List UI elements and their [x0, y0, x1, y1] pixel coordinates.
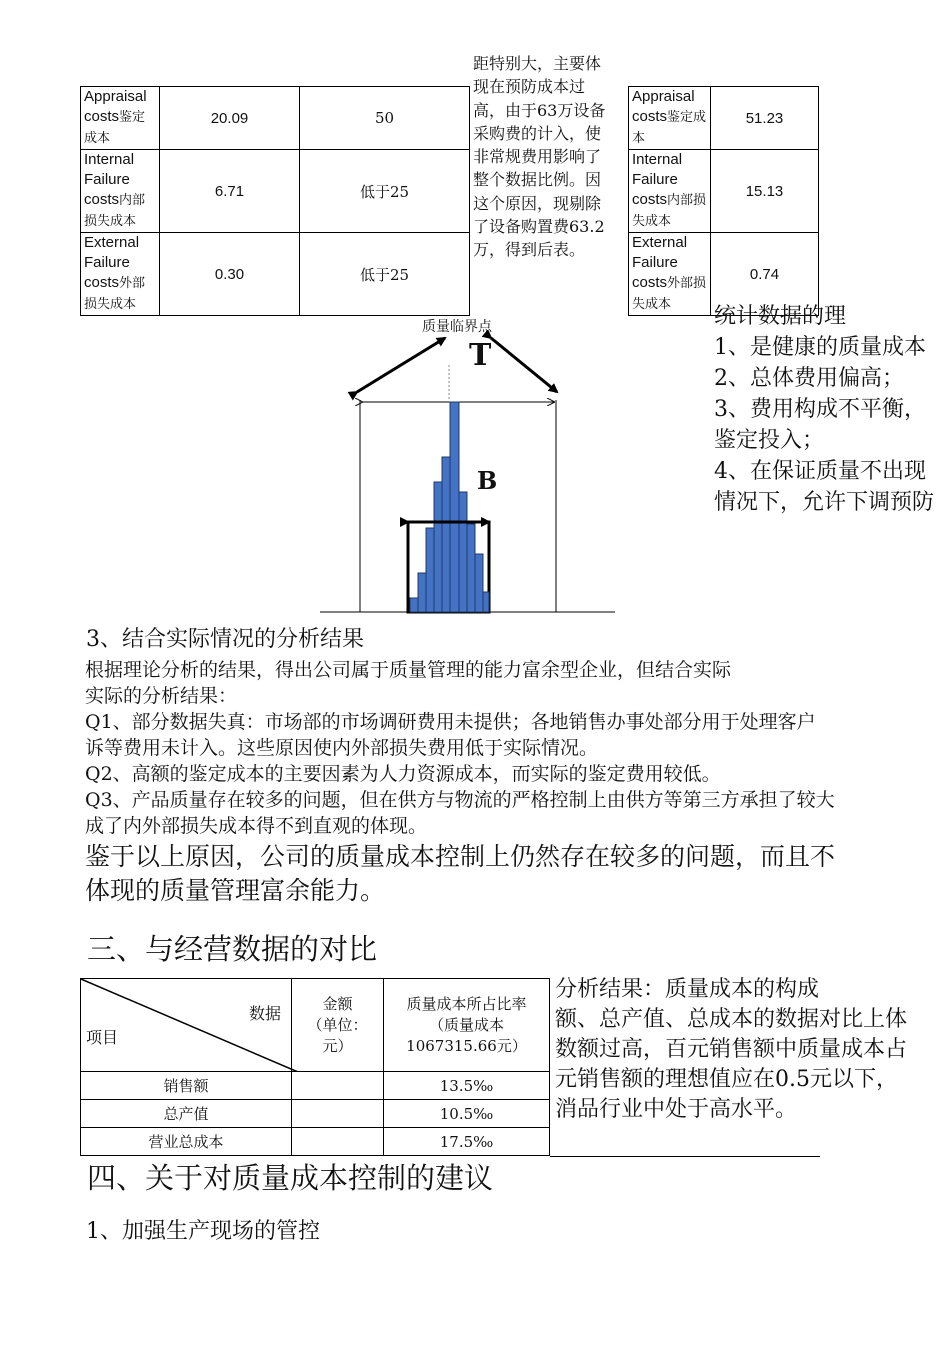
label-en: Internal Failure costs	[632, 151, 683, 208]
item-cell: 销售额	[81, 1072, 292, 1100]
amount-header-line: 金额	[322, 994, 353, 1013]
label-b: B	[477, 466, 498, 495]
label-cn: 鉴定成本	[84, 110, 146, 146]
analysis-line: 消品行业中处于高水平。	[555, 1097, 798, 1122]
amount-cell	[292, 1072, 384, 1100]
row-label	[81, 233, 160, 316]
histogram-bar	[442, 457, 450, 612]
section3-title: 3、结合实际情况的分析结果	[86, 627, 364, 652]
histogram-bar	[418, 573, 426, 612]
table-bottom-rule	[550, 1156, 820, 1157]
histogram-bar	[475, 554, 483, 612]
analysis-line: 额、总产值、总成本的数据对比上体	[555, 1007, 908, 1032]
label-cn: 内部损失成本	[84, 193, 146, 229]
amount-header-line: （单位：	[307, 1015, 368, 1034]
right-note-line: 鉴定投入；	[714, 428, 825, 453]
body-line: 实际的分析结果：	[85, 685, 238, 707]
right-note-line: 2、总体费用偏高；	[714, 366, 904, 391]
section3-conclusion	[85, 840, 835, 908]
label-en: Appraisal costs	[632, 88, 695, 125]
body-line: Q2、高额的鉴定成本的主要因素为人力资源成本，而实际的鉴定费用较低。	[85, 763, 721, 785]
value-cell: 51.23	[711, 87, 819, 150]
body-line: 诉等费用未计入。这些原因使内外部损失费用低于实际情况。	[85, 737, 599, 759]
standard-cell: 低于25	[300, 233, 470, 316]
ratio-header-line: 1067315.66元）	[406, 1036, 527, 1055]
right-diagonal-arrow	[491, 338, 557, 392]
label-en: Appraisal costs	[84, 88, 147, 125]
label-en: External Failure costs	[632, 234, 688, 291]
corner-bottom-label: 项目	[86, 1028, 119, 1047]
section3-body	[85, 657, 835, 839]
item-cell: 营业总成本	[81, 1128, 292, 1156]
ratio-header-line: （质量成本	[428, 1015, 504, 1034]
value-cell: 0.74	[711, 233, 819, 316]
histogram-bar	[450, 402, 459, 612]
label-cn: 内部损失成本	[632, 193, 707, 229]
analysis-line: 元销售额的理想值应在0.5元以下，	[555, 1067, 898, 1092]
ratio-cell: 10.5‰	[384, 1100, 550, 1128]
analysis-result	[555, 975, 907, 1125]
value-cell: 6.71	[160, 150, 300, 233]
label-en: External Failure costs	[84, 234, 140, 291]
ratio-cell: 13.5‰	[384, 1072, 550, 1100]
right-note-line: 3、费用构成不平衡，	[714, 397, 926, 422]
label-t: T	[469, 338, 492, 373]
value-cell: 20.09	[160, 87, 300, 150]
item-cell: 总产值	[81, 1100, 292, 1128]
analysis-line: 数额过高，百元销售额中质量成本占	[555, 1037, 908, 1062]
subsection-1-title: 1、加强生产现场的管控	[86, 1219, 320, 1244]
body-line: Q3、产品质量存在较多的问题，但在供方与物流的严格控制上由供方等第三方承担了较大	[85, 789, 835, 811]
body-line: 成了内外部损失成本得不到直观的体现。	[85, 815, 428, 837]
amount-cell	[292, 1100, 384, 1128]
histogram-bar	[410, 598, 418, 612]
right-note-line: 4、在保证质量不出现	[714, 459, 926, 484]
histogram-bar	[434, 482, 442, 612]
conclusion-line: 体现的质量管理富余能力。	[85, 876, 386, 905]
business-comparison-table	[80, 978, 550, 1156]
histogram-bar	[426, 528, 434, 612]
row-label	[629, 233, 711, 316]
ratio-header-line: 质量成本所占比率	[406, 994, 527, 1013]
corner-top-label: 数据	[248, 1004, 281, 1023]
value-cell: 15.13	[711, 150, 819, 233]
conclusion-line: 鉴于以上原因，公司的质量成本控制上仍然存在较多的问题，而且不	[85, 842, 836, 871]
quality-cost-diagram	[315, 330, 620, 615]
left-diagonal-arrow	[357, 338, 445, 392]
histogram-bar	[467, 524, 475, 612]
right-notes	[714, 301, 934, 518]
amount-header-line: 元）	[322, 1036, 353, 1055]
label-cn: 外部损失成本	[84, 276, 146, 312]
amount-header	[292, 979, 384, 1072]
body-line: Q1、部分数据失真：市场部的市场调研费用未提供；各地销售办事处部分用于处理客户	[85, 711, 816, 733]
quality-critical-point-label: 质量临界点	[422, 319, 492, 335]
histogram-bar	[483, 592, 489, 612]
standard-cell: 低于25	[300, 150, 470, 233]
histogram	[410, 402, 489, 612]
section-four-heading: 四、关于对质量成本控制的建议	[87, 1161, 494, 1195]
ratio-cell: 17.5‰	[384, 1128, 550, 1156]
quality-cost-table-2	[628, 86, 819, 316]
histogram-bar	[459, 492, 467, 612]
ratio-header	[384, 979, 550, 1072]
label-en: Internal Failure costs	[84, 151, 135, 208]
corner-header	[81, 979, 292, 1072]
value-cell: 0.30	[160, 233, 300, 316]
body-line: 根据理论分析的结果，得出公司属于质量管理的能力富余型企业，但结合实际	[85, 659, 732, 681]
row-label	[629, 150, 711, 233]
standard-cell: 50	[300, 87, 470, 150]
analysis-line: 分析结果：质量成本的构成	[555, 977, 820, 1002]
right-note-line: 情况下，允许下调预防	[714, 490, 935, 515]
label-cn: 鉴定成本	[632, 110, 707, 146]
right-note-line: 1、是健康的质量成本	[714, 335, 926, 360]
middle-note: 距特别大，主要体现在预防成本过高，由于63万设备采购费的计入，使非常规费用影响了整个数据比例。因这个原因，现剔除了设备购置费63.2万，得到后表。	[473, 54, 606, 260]
amount-cell	[292, 1128, 384, 1156]
row-label	[629, 87, 711, 150]
quality-cost-table-1	[80, 86, 470, 316]
right-note-line: 统计数据的理	[714, 304, 847, 329]
row-label	[81, 87, 160, 150]
row-label	[81, 150, 160, 233]
label-cn: 外部损失成本	[632, 276, 707, 312]
section-three-heading: 三、与经营数据的对比	[87, 932, 378, 966]
